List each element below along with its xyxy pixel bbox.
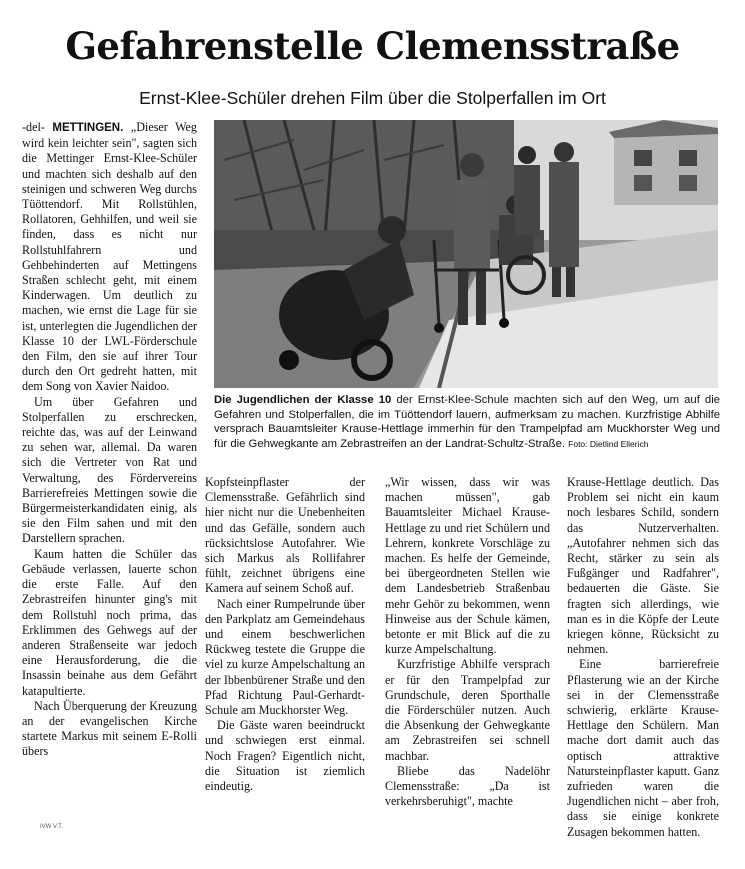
photo-illustration [214, 120, 718, 388]
article-column-3 [385, 475, 550, 809]
article-photo [214, 120, 718, 388]
caption-body: der Ernst-Klee-Schule machten sich auf den Weg, um auf die Gefahren und Stolperfallen, die im Tüöttendorf lauern, aufmerksam zu machen. Kurzfristige Abhilfe versprach Bauamtsleiter Krause-Hettlage immerhin für den Trampelpfad am Muckhorster Weg und für die Gehwegkante am Zebrastreifen an der Landrat-Schultz-Straße. [214, 394, 720, 450]
article-paragraph: Eine barrierefreie Pflasterung wie an der Kirche sei in der Clemensstraße schwierig, erklärte Krause-Hettlage den Schülern. Man mache dort damit auch das optisch attraktive Natursteinpflaster kaputt. Ganz zufrieden waren die Jugendlichen nicht – aber froh, dass sie einige konkrete Zusagen bekommen hatten. [567, 657, 719, 839]
photo-credit: Foto: Dietlind Ellerich [568, 438, 649, 449]
article-paragraph: Krause-Hettlage deutlich. Das Problem sei nicht ein kaum noch lesbares Schild, sondern das Nutzerverhalten. „Autofahrer nehmen sich das Recht, stärker zu sein als Fußgänger und Radfahrer", bedauerten die Gäste. Sie fragten sich allerdings, wie man es in die Köpfe der Leute kriegen könne, Rücksicht zu nehmen. [567, 475, 719, 657]
article-paragraph: Nach Überquerung der Kreuzung an der evangelischen Kirche startete Markus mit seinem E-Rolli übers [22, 698, 197, 759]
article-paragraph: Kopfsteinpflaster der Clemensstraße. Gefährlich sind hier nicht nur die Unebenheiten und das Gefälle, sondern auch rücksichtslose Autofahrer. Wie sich Markus als Rollifahrer fühlt, zeichnet übrigens eine Kamera auf seinem Schoß auf. [205, 475, 365, 596]
caption-lead: Die Jugendlichen der Klasse 10 [214, 394, 392, 406]
page-footer-code: IVW V.T. [40, 824, 63, 830]
article-column-1 [22, 120, 197, 760]
article-paragraph [22, 120, 197, 395]
article-paragraph: Nach einer Rumpelrunde über den Parkplatz am Gemeindehaus und einem beschwerlichen Rückweg testete die Gruppe die viel zu kurze Ampelschaltung an der Ibbenbürener Straße und den Pfad Richtung Paul-Gerhardt-Schule am Muckhorster Weg. [205, 596, 365, 718]
article-paragraph: „Wir wissen, dass wir was machen müssen", gab Bauamtsleiter Michael Krause-Hettlage zu und riet Schülern und Lehrern, konkrete Vorschläge zu machen. Es helfe der Gemeinde, bei übergeordneten Stellen wie dem Landesbetrieb Straßenbau mehr Gehör zu bekommen, wenn Hinweise aus der Schule kämen, betonte er mit Blick auf die zu kurze Ampelschaltung. [385, 475, 550, 657]
article-column-2 [205, 475, 365, 794]
article-headline: Gefahrenstelle Clemensstraße [65, 24, 680, 68]
photo-caption [214, 393, 720, 451]
article-column-4 [567, 475, 719, 840]
dateline-place: METTINGEN. [52, 122, 124, 134]
article-paragraph: Die Gäste waren beeindruckt und schwiegen erst einmal. Noch Fragen? Eigentlich nicht, die Situation ist ziemlich eindeutig. [205, 718, 365, 794]
article-subheadline: Ernst-Klee-Schüler drehen Film über die Stolperfallen im Ort [139, 88, 606, 108]
article-paragraph: Kurzfristige Abhilfe versprach er für den Trampelpfad zur Grundschule, deren Sporthalle die Förderschüler nutzen. Auch die Absenkung der Gehwegkante am Zebrastreifen sei schnell machbar. [385, 657, 550, 763]
article-paragraph: Kaum hatten die Schüler das Gebäude verlassen, lauerte schon die erste Falle. Auf den Zebrastreifen hinunter ging's mit dem Rollstuhl noch prima, das Erklimmen des Gehwegs auf der anderen Straßenseite war jedoch eine Herausforderung, die die Insassin beinahe aus dem Gefährt katapultierte. [22, 546, 197, 698]
paragraph-text: „Dieser Weg wird kein leichter sein", sagten sich die Mettinger Ernst-Klee-Schüler und machten sich deshalb auf den steinigen und schweren Weg durchs Tüöttendorf. Mit Rollstühlen, Rollatoren, Gehhilfen, und weil sie finden, dass es nicht nur Rollstuhlfahrern und Gehbehinderten auf Mettingens Straßen schlecht geht, mit einem Kinderwagen. Um deutlich zu machen, wie ernst die Lage für sie ist, unterlegten die Jugendlichen der Klasse 10 der LWL-Förderschule den Film, den sie auf ihrer Tour durch den Ort gedreht hatten, mit dem Song von Xavier Naidoo. [22, 120, 197, 394]
article-paragraph: Bliebe das Nadelöhr Clemensstraße: „Da ist verkehrsberuhigt", machte [385, 763, 550, 809]
article-paragraph: Um über Gefahren und Stolperfallen zu erschrecken, reichte das, was auf der Leinwand zu sehen war, allemal. Da waren sich die Vertreter von Rat und Verwaltung, des Fördervereins Barrierefreies Mettingen sowie die Bürgermeisterkandidaten einig, als sie den Film sahen und mit den Darstellern sprachen. [22, 394, 197, 546]
author-tag: -del- [22, 120, 45, 134]
